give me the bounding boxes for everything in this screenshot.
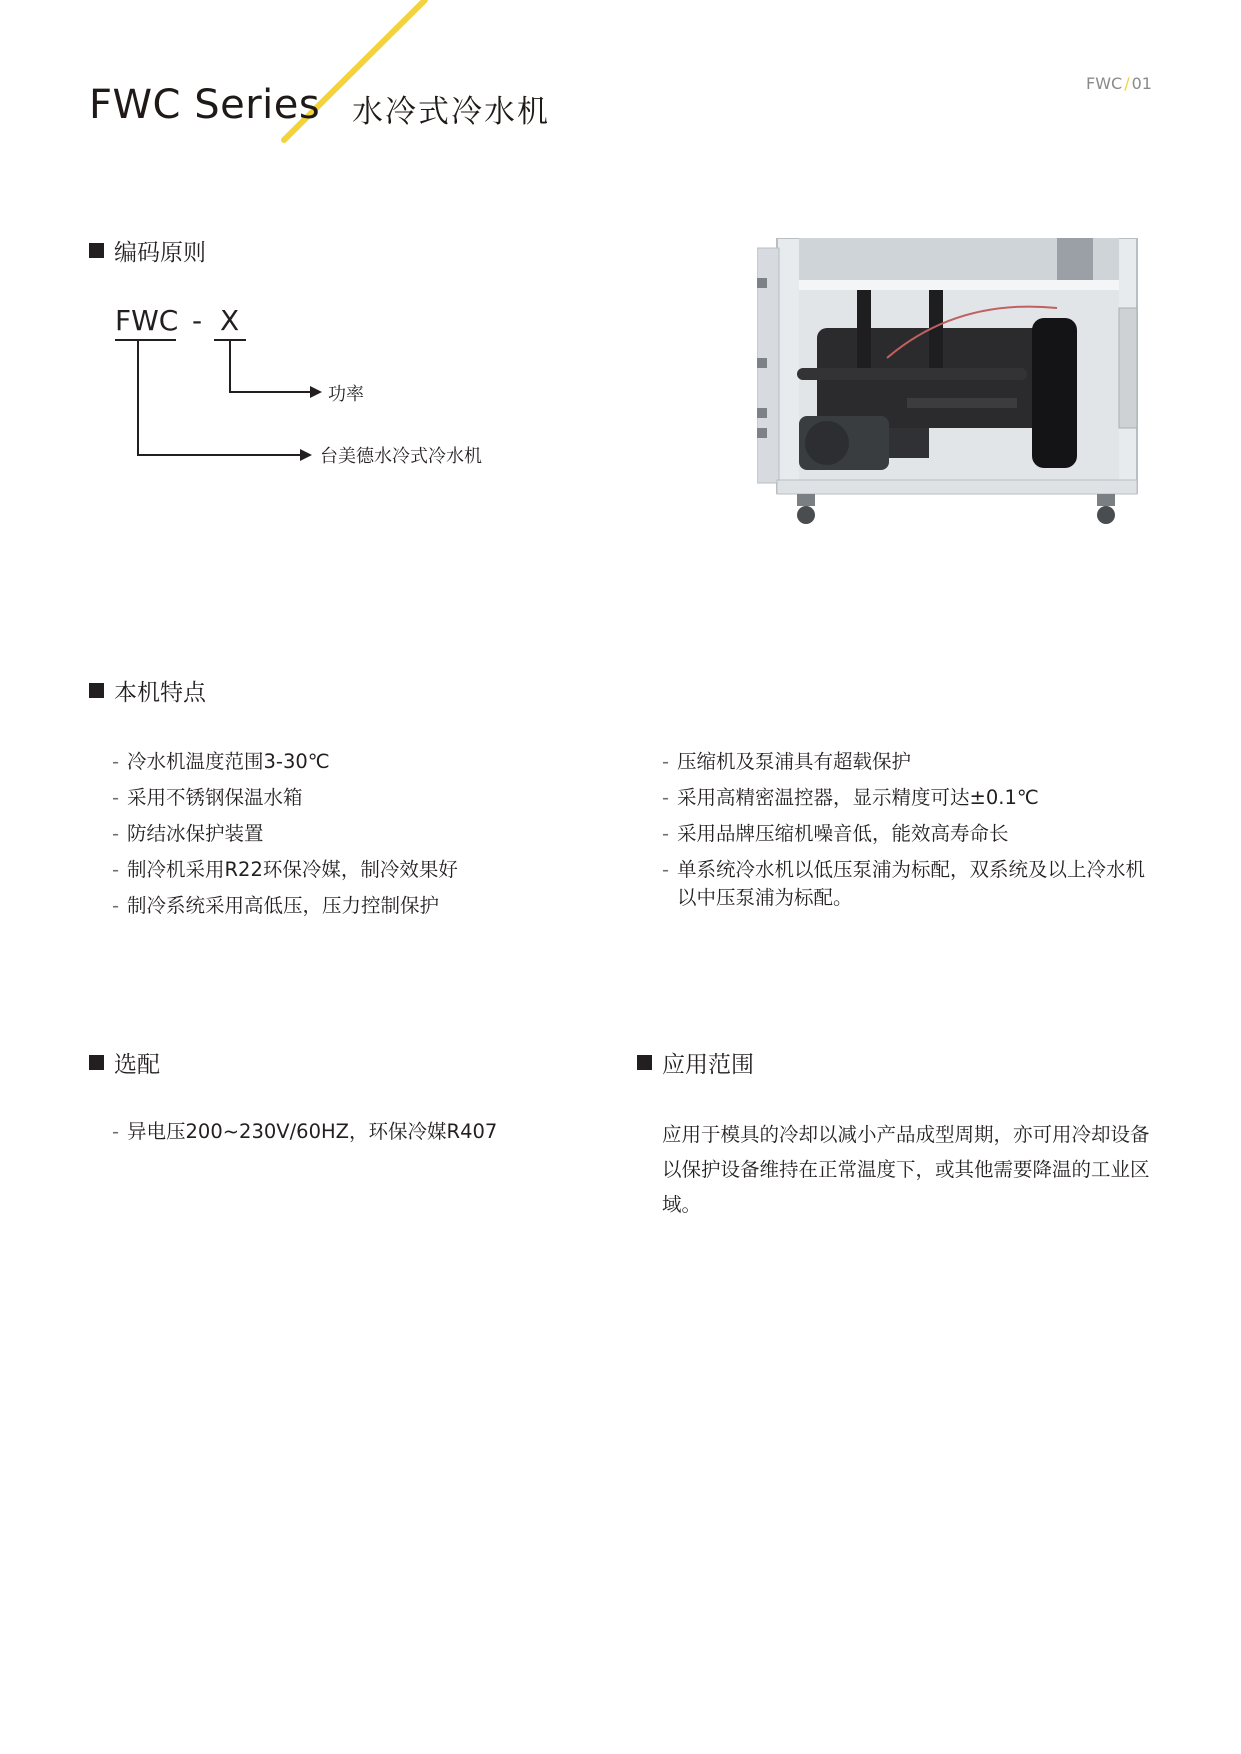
label-power: 功率 xyxy=(328,384,364,405)
square-bullet-icon xyxy=(89,683,104,698)
list-item: - 异电压200~230V/60HZ，环保冷媒R407 xyxy=(112,1120,498,1143)
square-bullet-icon xyxy=(89,243,104,258)
list-item: - 制冷机采用R22环保冷媒，制冷效果好 xyxy=(112,858,458,881)
arrow-right-icon xyxy=(138,340,300,455)
features-list-right xyxy=(662,744,1152,916)
features-list-left xyxy=(112,744,582,924)
series-title: FWC Series xyxy=(89,82,321,128)
list-item: - 压缩机及泵浦具有超载保护 xyxy=(662,750,912,773)
page-number-value: 01 xyxy=(1131,74,1152,93)
list-item: - 冷水机温度范围3-30℃ xyxy=(112,750,330,773)
list-item: - 采用品牌压缩机噪音低，能效高寿命长 xyxy=(662,822,1009,845)
arrow-right-icon xyxy=(230,340,310,392)
section-heading: 应用范围 xyxy=(662,1052,754,1078)
section-application xyxy=(637,1046,754,1079)
list-item: - 采用不锈钢保温水箱 xyxy=(112,786,303,809)
section-heading: 选配 xyxy=(114,1052,160,1078)
page-number xyxy=(1086,74,1152,93)
code-variable: X xyxy=(220,304,240,337)
section-options xyxy=(89,1046,160,1079)
series-subtitle: 水冷式冷水机 xyxy=(352,94,550,130)
options-list xyxy=(112,1114,582,1150)
square-bullet-icon xyxy=(637,1055,652,1070)
page-series: FWC xyxy=(1086,74,1123,93)
coding-diagram-lines xyxy=(100,330,340,470)
square-bullet-icon xyxy=(89,1055,104,1070)
list-item: - 采用高精密温控器，显示精度可达±0.1℃ xyxy=(662,786,1039,809)
page-separator: / xyxy=(1124,74,1130,93)
section-heading: 本机特点 xyxy=(114,680,206,706)
code-dash: - xyxy=(192,304,203,337)
list-item: - 单系统冷水机以低压泵浦为标配，双系统及以上冷水机以中压泵浦为标配。 xyxy=(662,858,1146,909)
label-brand: 台美德水冷式冷水机 xyxy=(320,446,482,467)
section-coding xyxy=(89,234,206,267)
list-item: - 制冷系统采用高低压，压力控制保护 xyxy=(112,894,440,917)
section-heading: 编码原则 xyxy=(114,240,206,266)
code-main: FWC xyxy=(115,304,179,337)
section-features xyxy=(89,674,206,707)
list-item: - 防结冰保护装置 xyxy=(112,822,264,845)
application-text: 应用于模具的冷却以减小产品成型周期，亦可用冷却设备以保护设备维持在正常温度下，或其他需要降温的工业区域。 xyxy=(662,1123,1150,1216)
water-chiller-photo xyxy=(757,238,1157,528)
